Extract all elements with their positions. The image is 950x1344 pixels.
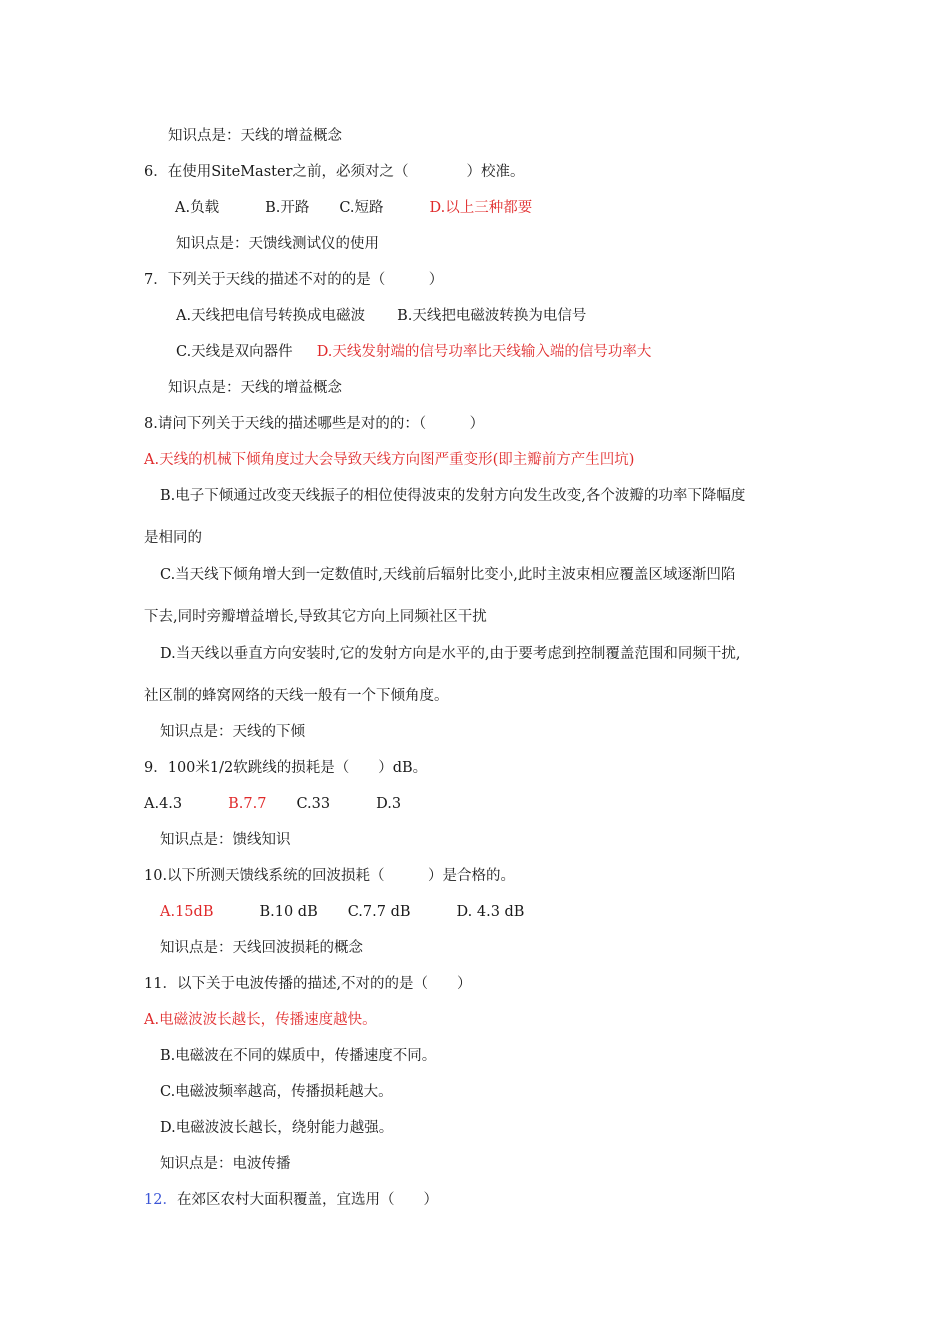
q7-option-b: B.天线把电磁波转换为电信号 (397, 308, 587, 324)
q6-stem: 6．在使用SiteMaster之前，必须对之（ ）校准。 (144, 164, 525, 180)
q11-knowledge-note: 知识点是：电波传播 (160, 1156, 291, 1172)
q9-options (144, 794, 401, 814)
q11-option-d: D.电磁波波长越长，绕射能力越强。 (160, 1120, 394, 1136)
q8-option-b-line1: B.电子下倾通过改变天线振子的相位使得波束的发射方向发生改变,各个波瓣的功率下降幅度 (160, 488, 746, 504)
q7-option-c: C.天线是双向器件 (176, 344, 293, 360)
q8-stem: 8.请问下列关于天线的描述哪些是对的的：（ ） (144, 416, 485, 432)
q7-option-a: A.天线把电信号转换成电磁波 (176, 308, 366, 324)
q7-knowledge-note: 知识点是：天线的增益概念 (168, 380, 342, 396)
q6-option-c: C.短路 (339, 200, 384, 216)
q6-options (175, 198, 532, 218)
q6-option-b: B.开路 (265, 200, 310, 216)
q8-option-b-line2: 是相同的 (144, 530, 202, 546)
q6-knowledge-note: 知识点是：天馈线测试仪的使用 (176, 236, 379, 252)
q10-option-a-answer: A.15dB (160, 904, 214, 920)
q8-option-d-line2: 社区制的蜂窝网络的天线一般有一个下倾角度。 (144, 688, 449, 704)
q8-option-a-answer: A.天线的机械下倾角度过大会导致天线方向图严重变形(即主瓣前方产生凹坑) (144, 452, 635, 468)
q10-option-d: D. 4.3 dB (456, 904, 525, 920)
q8-option-c-line2: 下去,同时旁瓣增益增长,导致其它方向上同频社区干扰 (144, 609, 487, 625)
q6-option-a: A.负载 (175, 200, 220, 216)
q11-option-a-answer: A.电磁波波长越长，传播速度越快。 (144, 1012, 377, 1028)
q9-knowledge-note: 知识点是：馈线知识 (160, 832, 291, 848)
q10-option-b: B.10 dB (259, 904, 318, 920)
q7-options-cd (176, 342, 651, 362)
q10-options (160, 902, 524, 922)
q12-stem: 在郊区农村大面积覆盖，宜选用（ ） (176, 1192, 438, 1208)
q9-option-d: D.3 (376, 796, 402, 812)
q8-option-c-line1: C.当天线下倾角增大到一定数值时,天线前后辐射比变小,此时主波束相应覆盖区域逐渐凹陷 (160, 567, 736, 583)
q7-option-d-answer: D.天线发射端的信号功率比天线输入端的信号功率大 (316, 344, 652, 360)
q5-knowledge-note: 知识点是：天线的增益概念 (168, 128, 342, 144)
q9-option-a: A.4.3 (144, 796, 183, 812)
q11-stem: 11．以下关于电波传播的描述,不对的的是（ ） (144, 976, 472, 992)
q9-stem: 9．100米1/2软跳线的损耗是（ ）dB。 (144, 760, 428, 776)
q12-stem-line (144, 1190, 438, 1210)
q11-option-c: C.电磁波频率越高，传播损耗越大。 (160, 1084, 393, 1100)
q11-option-b: B.电磁波在不同的媒质中，传播速度不同。 (160, 1048, 437, 1064)
q10-stem: 10.以下所测天馈线系统的回波损耗（ ）是合格的。 (144, 868, 516, 884)
q10-option-c: C.7.7 dB (347, 904, 411, 920)
q9-option-b-answer: B.7.7 (228, 796, 267, 812)
q10-knowledge-note: 知识点是：天线回波损耗的概念 (160, 940, 363, 956)
q8-knowledge-note: 知识点是：天线的下倾 (160, 724, 305, 740)
q7-options-ab (176, 306, 586, 326)
q6-option-d-answer: D.以上三种都要 (429, 200, 533, 216)
q12-number: 12． (144, 1192, 177, 1208)
q9-option-c: C.33 (296, 796, 331, 812)
q8-option-d-line1: D.当天线以垂直方向安装时,它的发射方向是水平的,由于要考虑到控制覆盖范围和同频干扰, (160, 646, 741, 662)
q7-stem: 7．下列关于天线的描述不对的的是（ ） (144, 272, 444, 288)
